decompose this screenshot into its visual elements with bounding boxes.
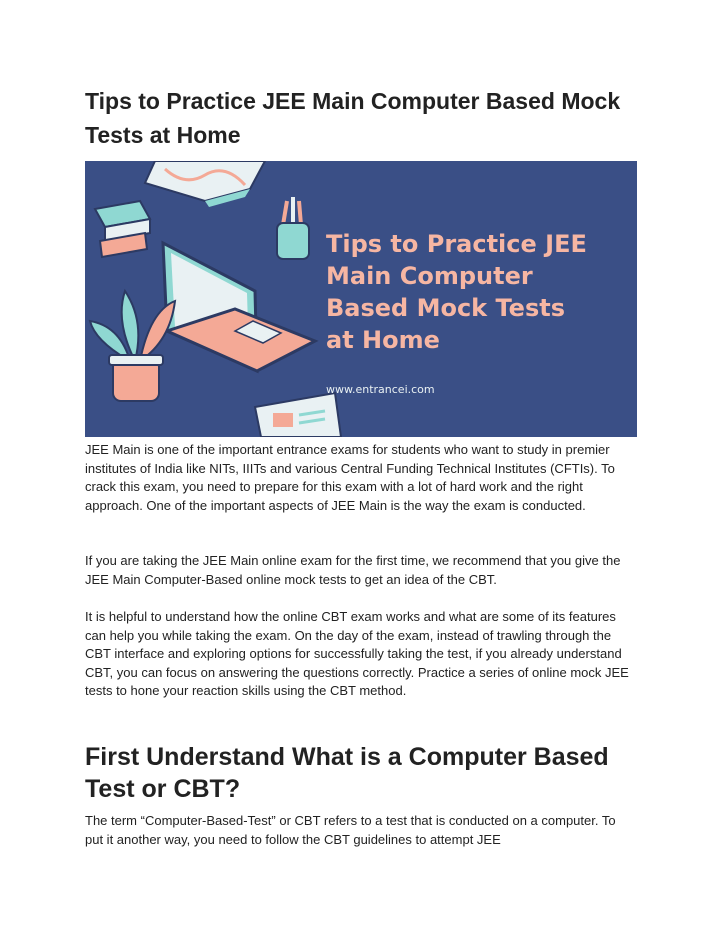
hero-image [85,161,637,437]
hero-website: www.entrancei.com [326,383,435,396]
hero-headline-line-1: Tips to Practice JEE [326,230,587,258]
intro-paragraph: JEE Main is one of the important entrance exams for students who want to study in premier institutes of India like NITs, IIITs and various Central Funding Technical Institutes (CFTIs). To crack this exam, you need to prepare for this exam with a lot of hard work and the right approach. One of the important aspects of JEE Main is the way the exam is conducted. [85,442,615,513]
section-heading: First Understand What is a Computer Based Test or CBT? [85,743,609,803]
hero-headline-line-4: at Home [326,326,440,354]
hero-headline-line-2: Main Computer [326,262,533,290]
cbt-benefits-paragraph: It is helpful to understand how the online CBT exam works and what are some of its features can help you while taking the exam. On the day of the exam, instead of trawling through the CBT interface and exploring options for successfully taking the test, if you already understand CBT, you can focus on answering the questions correctly. Practice a series of online mock JEE tests to hone your reaction skills using the CBT method. [85,609,629,698]
recommendation-paragraph: If you are taking the JEE Main online exam for the first time, we recommend that you give the JEE Main Computer-Based online mock tests to get an idea of the CBT. [85,553,621,587]
section-paragraph: The term “Computer-Based-Test” or CBT refers to a test that is conducted on a computer. To put it another way, you need to follow the CBT guidelines to attempt JEE [85,813,616,847]
page-title: Tips to Practice JEE Main Computer Based Mock Tests at Home [85,88,621,148]
hero-headline-line-3: Based Mock Tests [326,294,566,322]
